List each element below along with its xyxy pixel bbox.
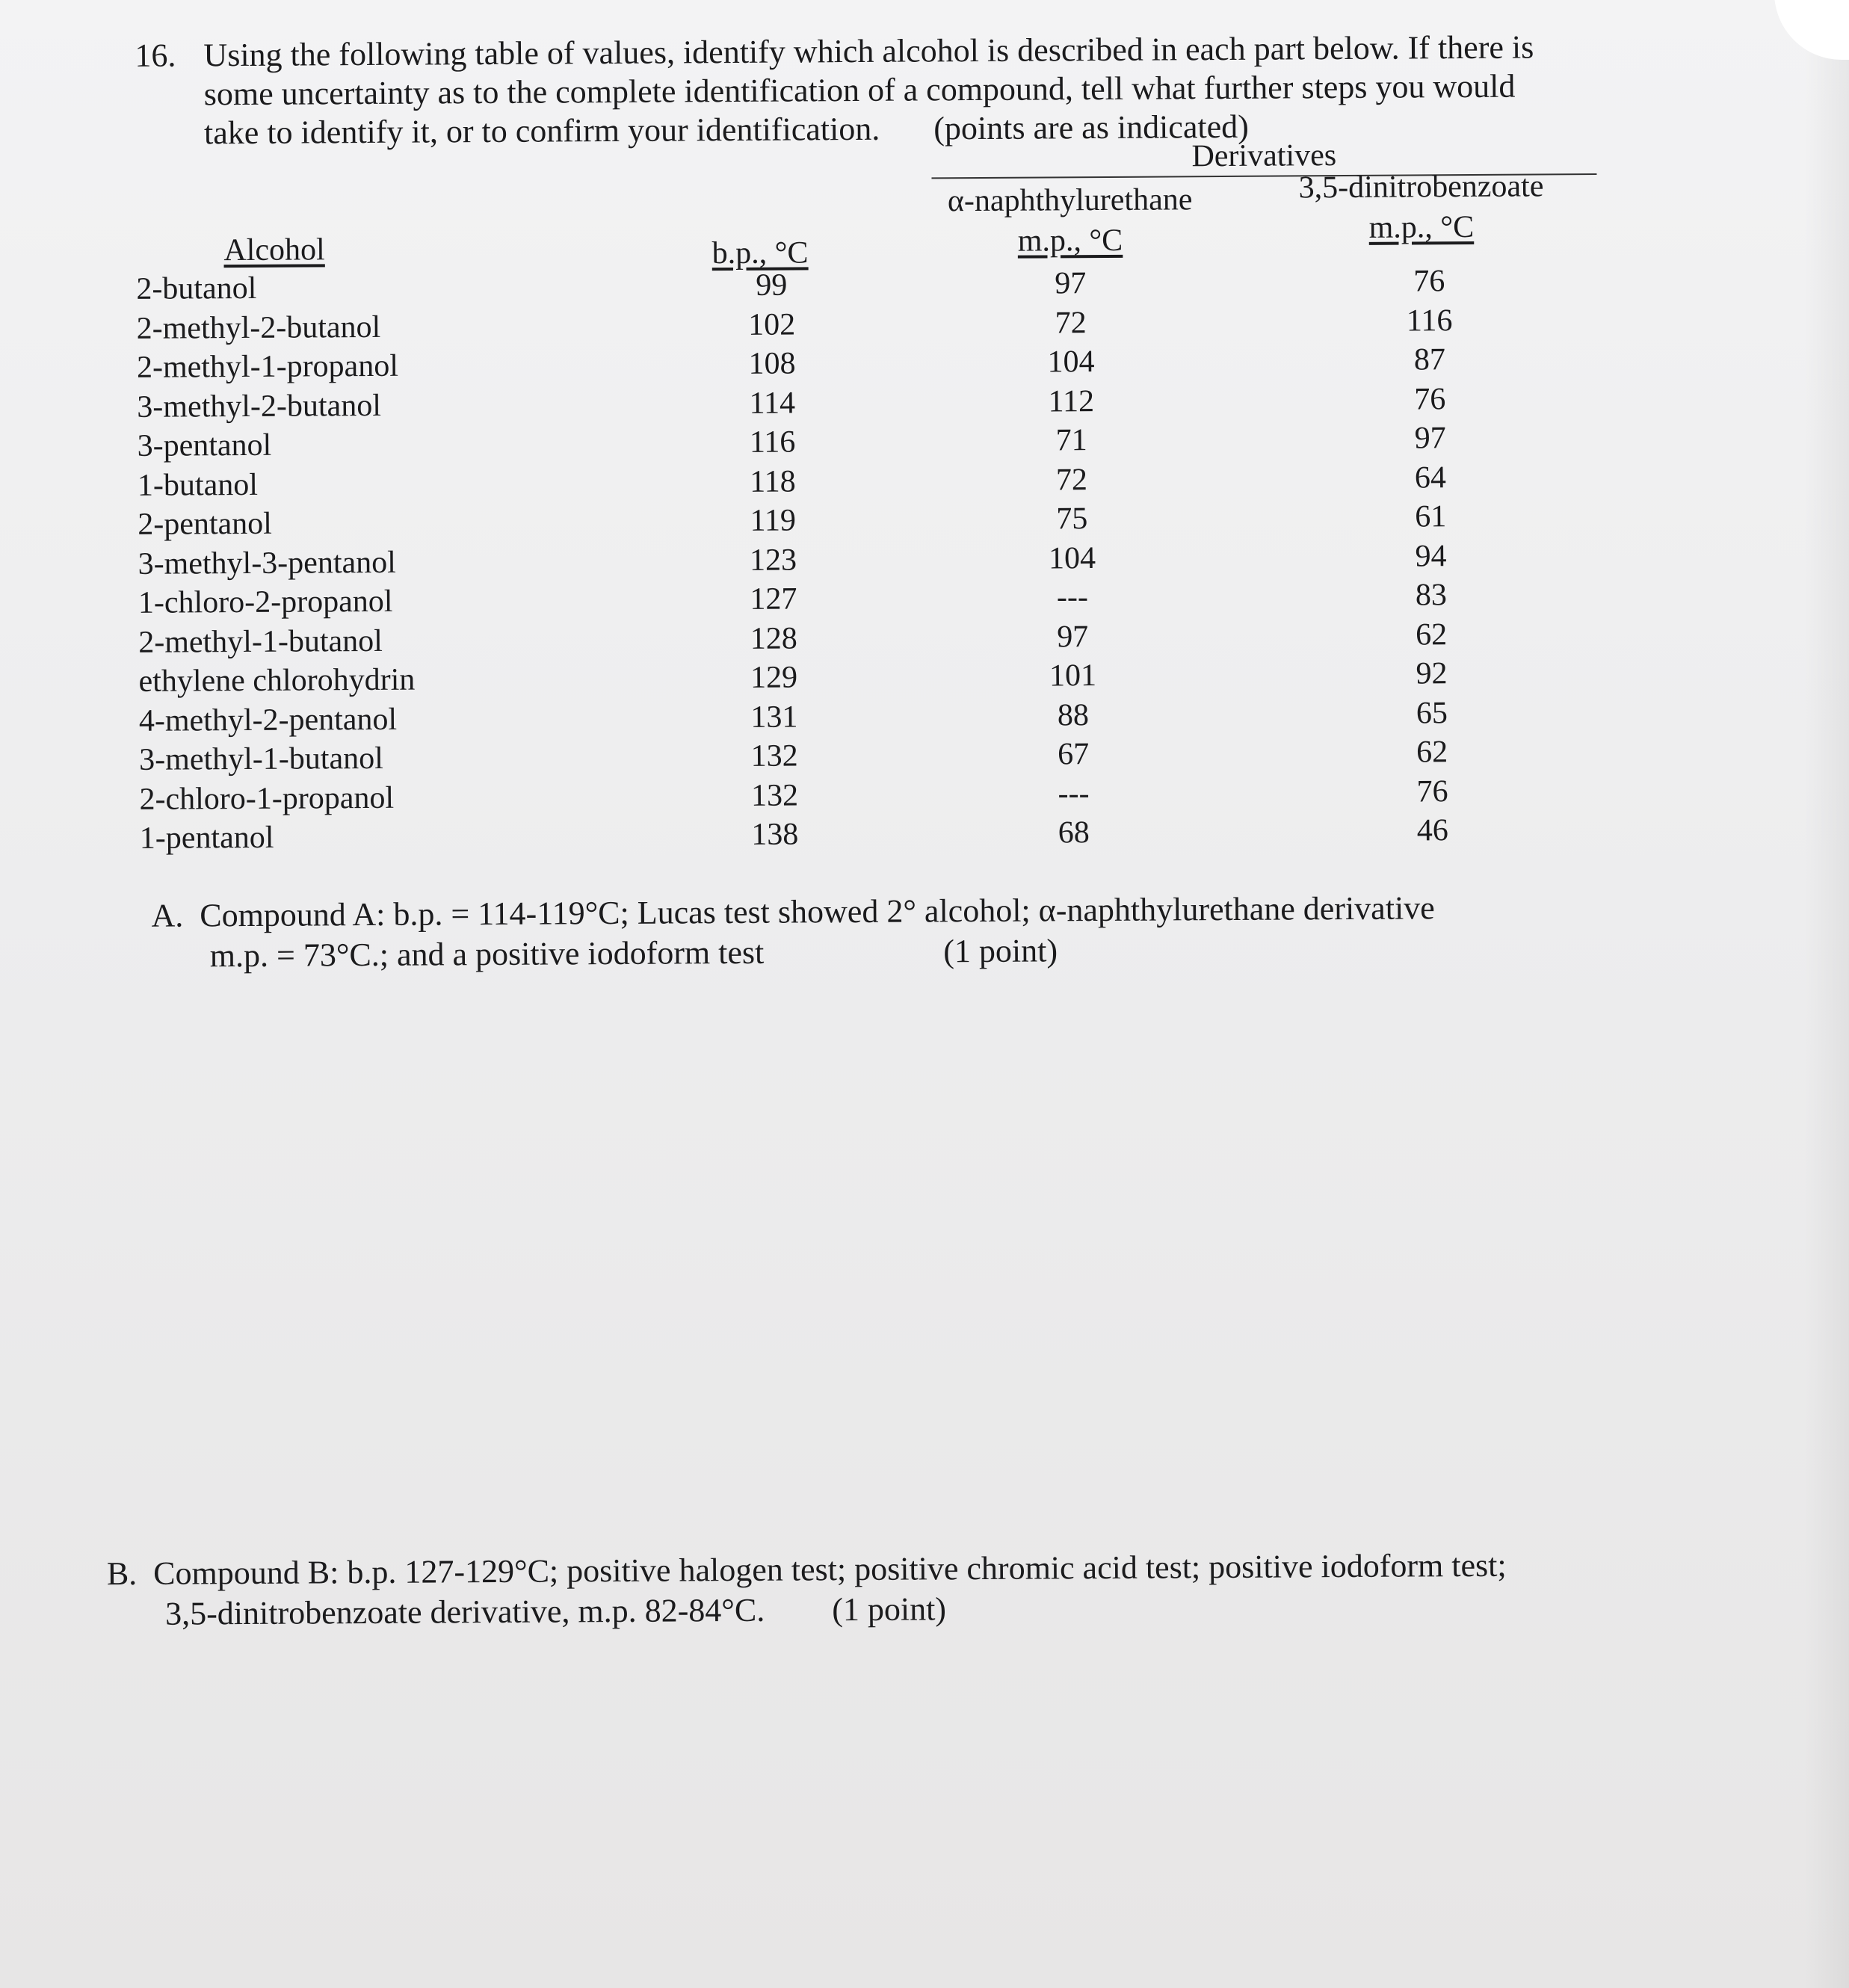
part-b-text-2: 3,5-dinitrobenzoate derivative, m.p. 82-84°C. bbox=[165, 1591, 765, 1632]
naphthylurethane-mp: 97 bbox=[1057, 619, 1089, 654]
dinitrobenzoate-mp: 76 bbox=[1416, 774, 1448, 809]
naphthylurethane-mp: 71 bbox=[1055, 423, 1087, 458]
part-a-line-2 bbox=[152, 928, 1436, 976]
boiling-point: 116 bbox=[749, 425, 796, 460]
dinitrobenzoate-mp: 97 bbox=[1414, 421, 1446, 456]
derivatives-header: Derivatives bbox=[931, 136, 1596, 179]
part-b bbox=[107, 1546, 1507, 1634]
naphthylurethane-mp: 67 bbox=[1058, 737, 1090, 772]
dinitrobenzoate-mp: 46 bbox=[1416, 813, 1448, 848]
naphthylurethane-mp: 101 bbox=[1049, 658, 1097, 694]
alcohol-header-label: Alcohol bbox=[223, 232, 325, 268]
dinitrobenzoate-mp: 116 bbox=[1406, 303, 1453, 339]
naphthylurethane-name: α-naphthylurethane bbox=[947, 182, 1193, 219]
part-a-line-1 bbox=[151, 888, 1435, 936]
boiling-point: 119 bbox=[750, 503, 797, 538]
part-b-points: (1 point) bbox=[832, 1590, 947, 1629]
dinitrobenzoate-mp: 76 bbox=[1413, 264, 1445, 299]
table-row bbox=[95, 810, 1590, 859]
dinitrobenzoate-mp: 83 bbox=[1415, 578, 1448, 613]
naphthylurethane-mp: 75 bbox=[1056, 501, 1088, 537]
boiling-point: 118 bbox=[750, 464, 796, 499]
alcohol-name: 2-methyl-1-butanol bbox=[138, 623, 383, 660]
naphthylurethane-mp: 88 bbox=[1057, 697, 1090, 732]
boiling-point: 102 bbox=[748, 307, 796, 342]
dinitrobenzoate-mp: 92 bbox=[1416, 656, 1448, 691]
boiling-point: 123 bbox=[749, 543, 797, 578]
dinitrobenzoate-mp: 76 bbox=[1414, 381, 1446, 416]
part-a-text-1: Compound A: b.p. = 114-119°C; Lucas test showed 2° alcohol; α-naphthylurethane derivative bbox=[200, 889, 1435, 934]
naphthylurethane-mp: 68 bbox=[1058, 815, 1090, 851]
question-line-3-text: take to identify it, or to confirm your identification. bbox=[203, 110, 880, 152]
dinitrobenzoate-mp-label: m.p., °C bbox=[1368, 209, 1475, 245]
dinitrobenzoate-mp: 87 bbox=[1413, 342, 1446, 377]
alcohol-name: 1-pentanol bbox=[139, 820, 274, 856]
dinitrobenzoate-mp: 62 bbox=[1416, 617, 1448, 652]
alcohol-name: 2-chloro-1-propanol bbox=[139, 780, 395, 817]
alcohol-name: 3-pentanol bbox=[137, 427, 272, 463]
alcohol-name: 4-methyl-2-pentanol bbox=[138, 702, 398, 738]
naphthylurethane-mp: 72 bbox=[1055, 462, 1088, 497]
question-number: 16. bbox=[135, 37, 176, 74]
boiling-point: 108 bbox=[748, 346, 796, 381]
alcohol-name: 3-methyl-3-pentanol bbox=[138, 545, 396, 581]
naphthylurethane-mp: 112 bbox=[1048, 383, 1095, 419]
naphthylurethane-mp: --- bbox=[1058, 776, 1090, 811]
dinitrobenzoate-mp: 62 bbox=[1416, 735, 1448, 770]
alcohol-name: 1-butanol bbox=[137, 467, 259, 503]
boiling-point: 99 bbox=[756, 268, 788, 303]
alcohol-name: ethylene chlorohydrin bbox=[138, 662, 416, 699]
boiling-point: 138 bbox=[751, 817, 799, 852]
part-b-label: B. bbox=[106, 1555, 138, 1593]
alcohol-data-table bbox=[91, 261, 1590, 859]
part-b-line-1 bbox=[107, 1546, 1507, 1594]
dinitrobenzoate-mp: 65 bbox=[1416, 695, 1448, 730]
dinitrobenzoate-mp: 61 bbox=[1415, 499, 1447, 534]
part-a bbox=[151, 888, 1435, 976]
part-b-text-1: Compound B: b.p. 127-129°C; positive halogen test; positive chromic acid test; positive iodoform test; bbox=[153, 1546, 1507, 1592]
points-note: (points are as indicated) bbox=[933, 108, 1249, 147]
part-a-text-2: m.p. = 73°C.; and a positive iodoform test bbox=[209, 933, 765, 975]
question-line-2: some uncertainty as to the complete identification of a compound, tell what further steps you would bbox=[203, 67, 1516, 113]
bp-header-label: b.p., °C bbox=[711, 235, 809, 271]
question-text bbox=[203, 27, 1669, 152]
boiling-point: 127 bbox=[750, 581, 797, 617]
alcohol-name: 2-methyl-1-propanol bbox=[136, 348, 399, 385]
naphthylurethane-mp: 104 bbox=[1048, 540, 1096, 575]
naphthylurethane-mp: 97 bbox=[1055, 266, 1087, 301]
boiling-point: 128 bbox=[750, 621, 797, 656]
column-header-alcohol bbox=[196, 229, 353, 271]
alcohol-name: 3-methyl-1-butanol bbox=[139, 741, 383, 777]
alcohol-name: 2-methyl-2-butanol bbox=[136, 309, 381, 346]
boiling-point: 129 bbox=[750, 660, 798, 695]
naphthylurethane-mp: 104 bbox=[1047, 345, 1095, 380]
boiling-point: 131 bbox=[750, 699, 798, 735]
part-a-points: (1 point) bbox=[943, 932, 1058, 970]
boiling-point: 132 bbox=[750, 738, 798, 774]
dinitrobenzoate-mp: 64 bbox=[1414, 460, 1447, 495]
column-header-dinitrobenzoate bbox=[1264, 166, 1578, 249]
boiling-point: 132 bbox=[750, 777, 799, 813]
naphthylurethane-mp: 72 bbox=[1055, 305, 1087, 340]
dinitrobenzoate-name: 3,5-dinitrobenzoate bbox=[1298, 169, 1544, 206]
part-a-label: A. bbox=[151, 897, 184, 934]
column-header-naphthylurethane bbox=[921, 179, 1220, 262]
alcohol-name: 2-butanol bbox=[136, 271, 257, 306]
question-line-1: Using the following table of values, identify which alcohol is described in each part below. If there is bbox=[203, 28, 1534, 74]
alcohol-name: 3-methyl-2-butanol bbox=[137, 388, 382, 425]
dinitrobenzoate-mp: 94 bbox=[1415, 538, 1447, 573]
alcohol-name: 1-chloro-2-propanol bbox=[138, 584, 393, 620]
alcohol-name: 2-pentanol bbox=[138, 506, 273, 542]
boiling-point: 114 bbox=[749, 386, 796, 421]
naphthylurethane-mp-label: m.p., °C bbox=[1017, 223, 1123, 259]
naphthylurethane-mp: --- bbox=[1056, 580, 1089, 615]
part-b-line-2 bbox=[107, 1586, 1507, 1634]
